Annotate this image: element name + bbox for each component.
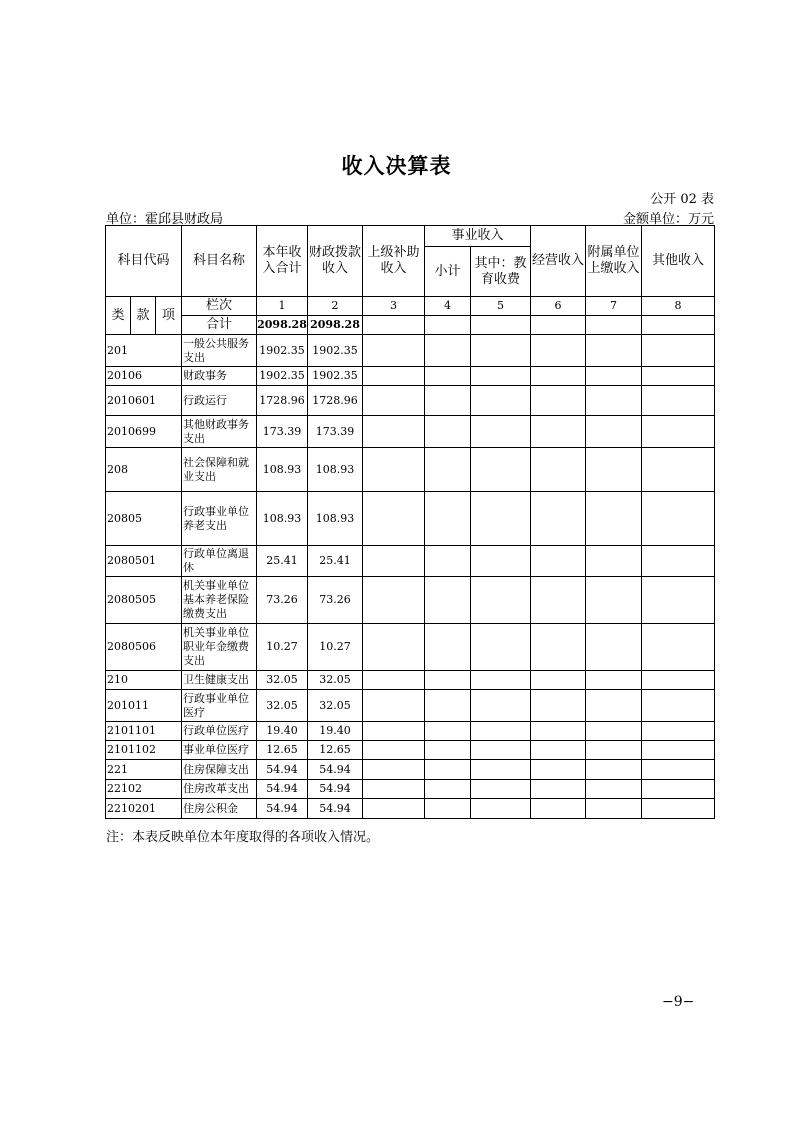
row-total: 32.05 — [257, 671, 308, 690]
row-name: 机关事业单位职业年金缴费支出 — [182, 624, 257, 671]
row-code: 2101102 — [106, 741, 182, 760]
table-row — [106, 690, 715, 722]
row-total: 1728.96 — [257, 386, 308, 416]
row-name: 行政事业单位医疗 — [182, 690, 257, 722]
table-row — [106, 799, 715, 819]
row-fiscal: 54.94 — [308, 799, 363, 819]
header-xiang: 项 — [156, 297, 182, 335]
row-name: 其他财政事务支出 — [182, 416, 257, 448]
row-total: 12.65 — [257, 741, 308, 760]
row-total: 32.05 — [257, 690, 308, 722]
row-fiscal: 73.26 — [308, 577, 363, 624]
table-row — [106, 722, 715, 741]
row-total: 108.93 — [257, 492, 308, 546]
row-name: 卫生健康支出 — [182, 671, 257, 690]
income-table — [105, 225, 715, 819]
row-fiscal: 10.27 — [308, 624, 363, 671]
row-code: 2080501 — [106, 546, 182, 577]
table-row — [106, 671, 715, 690]
row-name: 住房公积金 — [182, 799, 257, 819]
row-code: 208 — [106, 448, 182, 492]
row-total: 54.94 — [257, 799, 308, 819]
header-affiliated-income: 附属单位上缴收入 — [586, 226, 642, 297]
row-code: 221 — [106, 760, 182, 780]
row-name: 行政运行 — [182, 386, 257, 416]
col-index: 3 — [363, 297, 425, 316]
row-fiscal: 1902.35 — [308, 367, 363, 386]
table-row — [106, 335, 715, 367]
row-name: 行政事业单位养老支出 — [182, 492, 257, 546]
header-total-income: 本年收入合计 — [257, 226, 308, 297]
row-code: 201 — [106, 335, 182, 367]
row-name: 住房改革支出 — [182, 780, 257, 799]
row-name: 住房保障支出 — [182, 760, 257, 780]
col-index-label: 栏次 — [182, 297, 257, 316]
row-fiscal: 54.94 — [308, 780, 363, 799]
row-total: 73.26 — [257, 577, 308, 624]
header-operating-income: 经营收入 — [531, 226, 586, 297]
money-unit-label: 金额单位：万元 — [622, 212, 714, 227]
row-code: 2080506 — [106, 624, 182, 671]
table-row — [106, 386, 715, 416]
row-name: 机关事业单位基本养老保险缴费支出 — [182, 577, 257, 624]
table-row — [106, 367, 715, 386]
row-code: 210 — [106, 671, 182, 690]
header-education-fee: 其中：教育收费 — [471, 247, 531, 297]
row-total: 1902.35 — [257, 367, 308, 386]
row-fiscal: 1902.35 — [308, 335, 363, 367]
row-name: 一般公共服务支出 — [182, 335, 257, 367]
doc-title: 收入决算表 — [341, 154, 452, 178]
table-row — [106, 741, 715, 760]
footnote: 注：本表反映单位本年度取得的各项收入情况。 — [106, 830, 380, 845]
row-total: 54.94 — [257, 780, 308, 799]
row-total: 1902.35 — [257, 335, 308, 367]
row-code: 2010699 — [106, 416, 182, 448]
col-index: 7 — [586, 297, 642, 316]
header-subject-code: 科目代码 — [106, 226, 182, 297]
header-business-income: 事业收入 — [425, 226, 531, 247]
header-fiscal-allocation: 财政拨款收入 — [308, 226, 363, 297]
row-total: 108.93 — [257, 448, 308, 492]
fiscal-total-value: 2098.28 — [308, 316, 363, 335]
col-index: 2 — [308, 297, 363, 316]
row-fiscal: 19.40 — [308, 722, 363, 741]
header-subject-name: 科目名称 — [182, 226, 257, 297]
row-code: 2101101 — [106, 722, 182, 741]
row-total: 173.39 — [257, 416, 308, 448]
row-fiscal: 54.94 — [308, 760, 363, 780]
header-superior-subsidy: 上级补助收入 — [363, 226, 425, 297]
table-row — [106, 416, 715, 448]
table-row — [106, 546, 715, 577]
row-total: 10.27 — [257, 624, 308, 671]
header-kuan: 款 — [131, 297, 156, 335]
row-code: 201011 — [106, 690, 182, 722]
row-name: 行政单位离退休 — [182, 546, 257, 577]
row-code: 20805 — [106, 492, 182, 546]
row-code: 2080505 — [106, 577, 182, 624]
page-number: −9− — [662, 994, 695, 1010]
row-fiscal: 1728.96 — [308, 386, 363, 416]
header-other-income: 其他收入 — [642, 226, 715, 297]
row-name: 事业单位医疗 — [182, 741, 257, 760]
table-row — [106, 624, 715, 671]
row-fiscal: 173.39 — [308, 416, 363, 448]
col-index: 6 — [531, 297, 586, 316]
row-code: 22102 — [106, 780, 182, 799]
col-index: 8 — [642, 297, 715, 316]
col-index: 1 — [257, 297, 308, 316]
row-fiscal: 32.05 — [308, 671, 363, 690]
row-total: 19.40 — [257, 722, 308, 741]
row-total: 25.41 — [257, 546, 308, 577]
table-row — [106, 448, 715, 492]
col-index: 4 — [425, 297, 471, 316]
table-row — [106, 760, 715, 780]
total-income-value: 2098.28 — [257, 316, 308, 335]
row-code: 20106 — [106, 367, 182, 386]
total-label: 合计 — [182, 316, 257, 335]
col-index: 5 — [471, 297, 531, 316]
row-fiscal: 108.93 — [308, 448, 363, 492]
row-total: 54.94 — [257, 760, 308, 780]
row-code: 2210201 — [106, 799, 182, 819]
row-fiscal: 32.05 — [308, 690, 363, 722]
table-row — [106, 492, 715, 546]
row-name: 行政单位医疗 — [182, 722, 257, 741]
row-name: 财政事务 — [182, 367, 257, 386]
header-subtotal: 小计 — [425, 247, 471, 297]
form-number: 公开 02 表 — [650, 192, 714, 207]
table-row — [106, 577, 715, 624]
row-fiscal: 108.93 — [308, 492, 363, 546]
row-fiscal: 25.41 — [308, 546, 363, 577]
unit-label: 单位：霍邱县财政局 — [106, 212, 224, 227]
header-lei: 类 — [106, 297, 131, 335]
row-name: 社会保障和就业支出 — [182, 448, 257, 492]
row-code: 2010601 — [106, 386, 182, 416]
row-fiscal: 12.65 — [308, 741, 363, 760]
table-row — [106, 780, 715, 799]
